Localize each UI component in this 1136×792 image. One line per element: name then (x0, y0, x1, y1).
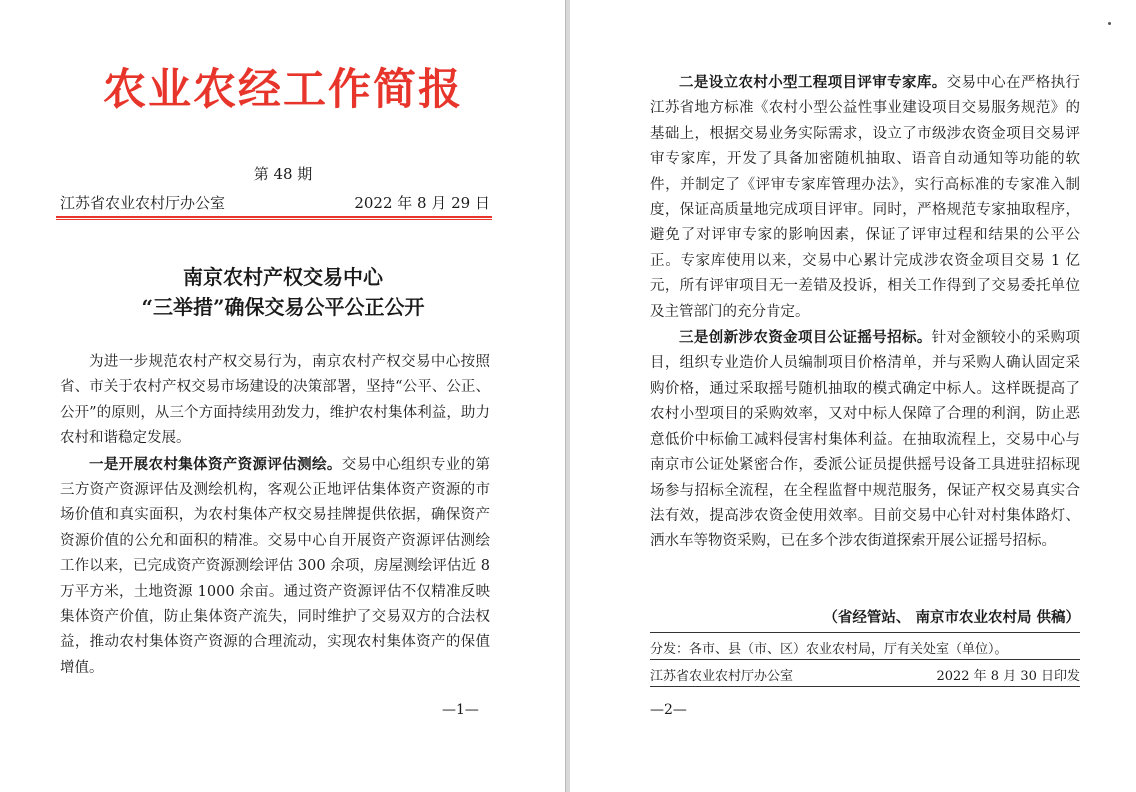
measure-2-heading: 二是设立农村小型工程项目评审专家库。 (679, 74, 947, 91)
article-title (0, 262, 566, 322)
footer-rule-bottom (650, 686, 1080, 687)
right-body (650, 70, 1080, 555)
header-info-row (60, 192, 490, 213)
title-line-2: “三举措”确保交易公平公正公开 (141, 295, 425, 319)
footer-rule-middle (650, 659, 1080, 660)
page-number-left: —1— (442, 702, 479, 718)
issue-date: 2022 年 8 月 29 日 (354, 194, 490, 212)
measure-2-text: 交易中心在严格执行江苏省地方标准《农村小型公益性事业建设项目交易服务规范》的基础上，根据交易业务实际需求，设立了市级涉农资金项目交易评审专家库，开发了具备加密随机抽取、语音自动通知等功能的软件，并制定了《评审专家库管理办法》，实行高标准的专家准入制度，保证高质量地完成项目评审。同时，严格规范专家抽取程序，避免了对评审专家的影响因素，保证了评审过程和结果的公平公正。专家库使用以来，交易中心累计完成涉农资金项目交易 1 亿元，所有评审项目无一差错及投诉，相关工作得到了交易委托单位及主管部门的充分肯定。 (650, 75, 1081, 320)
left-body (60, 350, 490, 681)
footer-rule-top (650, 632, 1080, 633)
title-line-1: 南京农村产权交易中心 (183, 265, 383, 289)
issue-number: 第 48 期 (253, 165, 313, 183)
print-office: 江苏省农业农村厅办公室 (650, 669, 794, 684)
masthead-title: 农业农经工作简报 (103, 65, 463, 115)
print-info-row (650, 665, 1080, 684)
scan-mark (1108, 22, 1111, 25)
measure-2-paragraph (650, 70, 1080, 325)
red-divider-thin (56, 219, 492, 220)
issuing-office: 江苏省农业农村厅办公室 (60, 194, 226, 212)
measure-3-paragraph (650, 325, 1080, 555)
print-date: 2022 年 8 月 30 日印发 (936, 669, 1080, 684)
measure-1-text: 交易中心组织专业的第三方资产资源评估及测绘机构，客观公正地评估集体资产资源的市场价值和真实面积，为农村集体产权交易挂牌提供依据，确保资产资源价值的公允和面积的精准。交易中心自开展资产资源评估测绘工作以来，已完成资产资源测绘评估 300 余项，房屋测绘评估近 8 万平方米，土地资源 1000 余亩。通过资产资源评估不仅精准反映集体资产价值，防止集体资产流失，同时维护了交易双方的合法权益，推动农村集体资产资源的合理流动，实现农村集体资产的保值增值。 (60, 456, 491, 676)
measure-1-paragraph (60, 452, 490, 682)
measure-3-heading: 三是创新涉农资金项目公证摇号招标。 (679, 329, 932, 347)
page-number-right: —2— (650, 702, 687, 718)
red-divider (56, 216, 492, 218)
intro-paragraph: 为进一步规范农村产权交易行为，南京农村产权交易中心按照省、市关于农村产权交易市场建设的决策部署，坚持“公平、公正、公开”的原则，从三个方面持续用劲发力，维护农村集体利益，助力农村和谐稳定发展。 (60, 354, 490, 447)
source-credit: （省经管站、 南京市农业农村局 供稿） (823, 609, 1080, 626)
distribution-list: 分发：各市、县（市、区）农业农村局，厅有关处室（单位）。 (650, 642, 1008, 657)
measure-1-heading: 一是开展农村集体资产资源评估测绘。 (89, 455, 342, 473)
measure-3-text: 针对金额较小的采购项目，组织专业造价人员编制项目价格清单，并与采购人确认固定采购价格，通过采取摇号随机抽取的模式确定中标人。这样既提高了农村小型项目的采购效率，又对中标人保障了合理的利润，防止恶意低价中标偷工减料侵害村集体利益。在抽取流程上，交易中心与南京市公证处紧密合作，委派公证员提供摇号设备工具进驻招标现场参与招标全流程，在全程监督中规范服务，保证产权交易真实合法有效，提高涉农资金使用效率。目前交易中心针对村集体路灯、洒水车等物资采购，已在多个涉农街道探索开展公证摇号招标。 (650, 330, 1081, 550)
